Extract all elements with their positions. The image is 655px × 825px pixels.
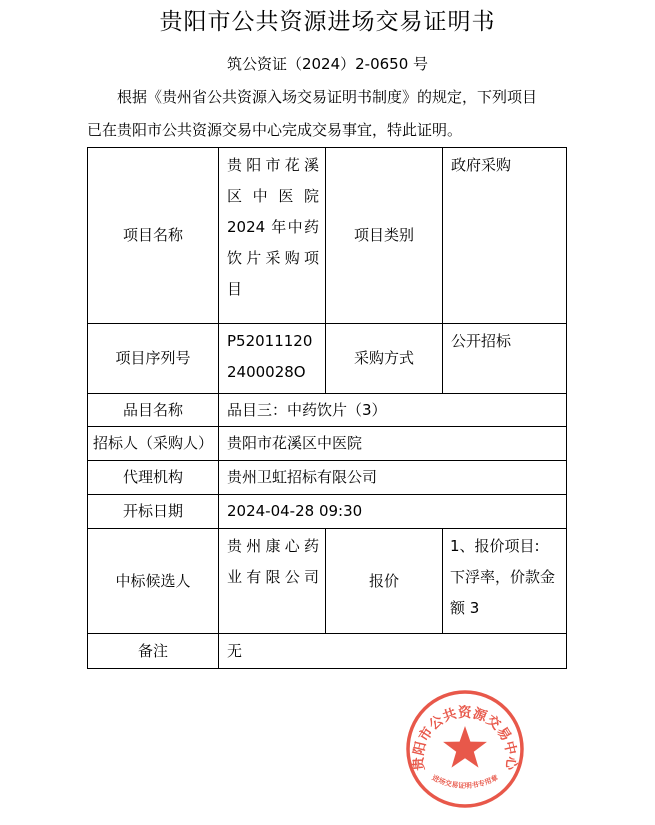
price-line: 下浮率，价款金 xyxy=(450,568,556,586)
table-row xyxy=(88,394,567,427)
project-name-line: 饮片采购项 xyxy=(227,249,319,267)
method-label: 采购方式 xyxy=(326,324,443,394)
seal-text: 贵阳市公共资源交易中心 xyxy=(410,704,520,772)
price-line: 额 3 xyxy=(450,599,480,617)
table-row xyxy=(88,634,567,669)
project-name-cell xyxy=(219,148,326,324)
open-date-label: 开标日期 xyxy=(88,495,219,529)
remark-label: 备注 xyxy=(88,634,219,669)
table-row xyxy=(88,461,567,495)
serial-label: 项目序列号 xyxy=(88,324,219,394)
winner-line: 业有限公司 xyxy=(227,568,319,586)
project-name-line: 贵阳市花溪 xyxy=(227,156,319,174)
remark-value: 无 xyxy=(219,634,567,669)
page-title: 贵阳市公共资源进场交易证明书 xyxy=(159,9,496,35)
table-row xyxy=(88,427,567,461)
item-value: 品目三：中药饮片（3） xyxy=(219,394,567,427)
table-row xyxy=(88,495,567,529)
project-type-label: 项目类别 xyxy=(326,148,443,324)
project-type-value: 政府采购 xyxy=(443,148,567,324)
document-number: 筑公资证（2024）2-0650 号 xyxy=(226,55,429,73)
table-row xyxy=(88,324,567,394)
price-cell xyxy=(443,529,567,634)
buyer-value: 贵阳市花溪区中医院 xyxy=(219,427,567,461)
method-value: 公开招标 xyxy=(443,324,567,394)
project-name-line: 区中医院 xyxy=(227,187,319,205)
official-seal xyxy=(404,688,526,810)
project-name-line: 2024 年中药 xyxy=(227,218,319,236)
open-date-value: 2024-04-28 09:30 xyxy=(219,495,567,529)
star-icon xyxy=(443,726,487,768)
intro-line-2: 已在贵阳市公共资源交易中心完成交易事宜，特此证明。 xyxy=(87,121,463,139)
winner-line: 贵州康心药 xyxy=(227,537,319,555)
winner-cell xyxy=(219,529,326,634)
agent-value: 贵州卫虹招标有限公司 xyxy=(219,461,567,495)
project-name-label: 项目名称 xyxy=(88,148,219,324)
winner-label: 中标候选人 xyxy=(88,529,219,634)
buyer-label: 招标人（采购人） xyxy=(88,427,219,461)
price-label: 报价 xyxy=(326,529,443,634)
transaction-table xyxy=(87,147,567,669)
agent-label: 代理机构 xyxy=(88,461,219,495)
project-name-line: 目 xyxy=(227,280,243,298)
table-row xyxy=(88,529,567,634)
table-row xyxy=(88,148,567,324)
seal-subtext: 进场交易证明书专用章 xyxy=(430,773,500,791)
serial-cell xyxy=(219,324,326,394)
price-line: 1、报价项目: xyxy=(450,537,540,555)
item-label: 品目名称 xyxy=(88,394,219,427)
serial-line: 2400028O xyxy=(227,363,306,381)
serial-line: P52011120 xyxy=(227,332,313,350)
intro-line-1: 根据《贵州省公共资源入场交易证明书制度》的规定，下列项目 xyxy=(117,88,538,106)
